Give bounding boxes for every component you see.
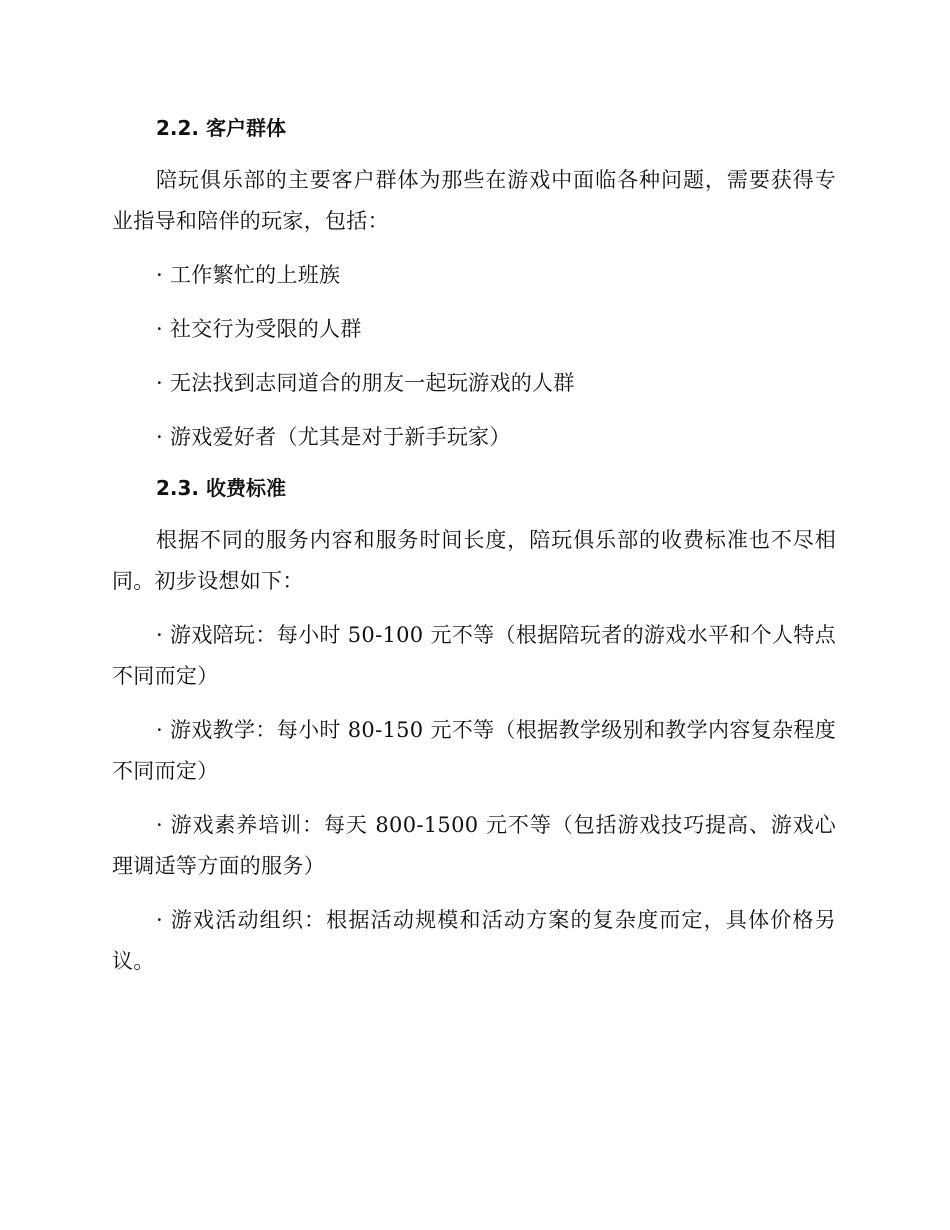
customer-group-item: · 工作繁忙的上班族: [156, 263, 341, 287]
fee-item: · 游戏活动组织：根据活动规模和活动方案的复杂度而定，具体价格另议。: [112, 908, 836, 973]
fee-item: · 游戏陪玩：每小时 50-100 元不等（根据陪玩者的游戏水平和个人特点不同而定）: [112, 623, 836, 688]
heading-customer-groups: 2.2. 客户群体: [156, 116, 286, 140]
customer-group-item: · 社交行为受限的人群: [156, 317, 362, 341]
fee-item: · 游戏教学：每小时 80-150 元不等（根据教学级别和教学内容复杂程度不同而定）: [112, 718, 836, 783]
document-body: [112, 108, 836, 982]
heading-fee-standards: 2.3. 收费标准: [156, 476, 286, 500]
fee-standards-intro: 根据不同的服务内容和服务时间长度，陪玩俱乐部的收费标准也不尽相同。初步设想如下：: [112, 528, 836, 593]
customer-group-item: · 游戏爱好者（尤其是对于新手玩家）: [156, 425, 511, 449]
fee-item: · 游戏素养培训：每天 800-1500 元不等（包括游戏技巧提高、游戏心理调适等方面的服务）: [112, 813, 836, 878]
customer-groups-intro: 陪玩俱乐部的主要客户群体为那些在游戏中面临各种问题，需要获得专业指导和陪伴的玩家，包括：: [112, 168, 836, 233]
customer-group-item: · 无法找到志同道合的朋友一起玩游戏的人群: [156, 371, 575, 395]
